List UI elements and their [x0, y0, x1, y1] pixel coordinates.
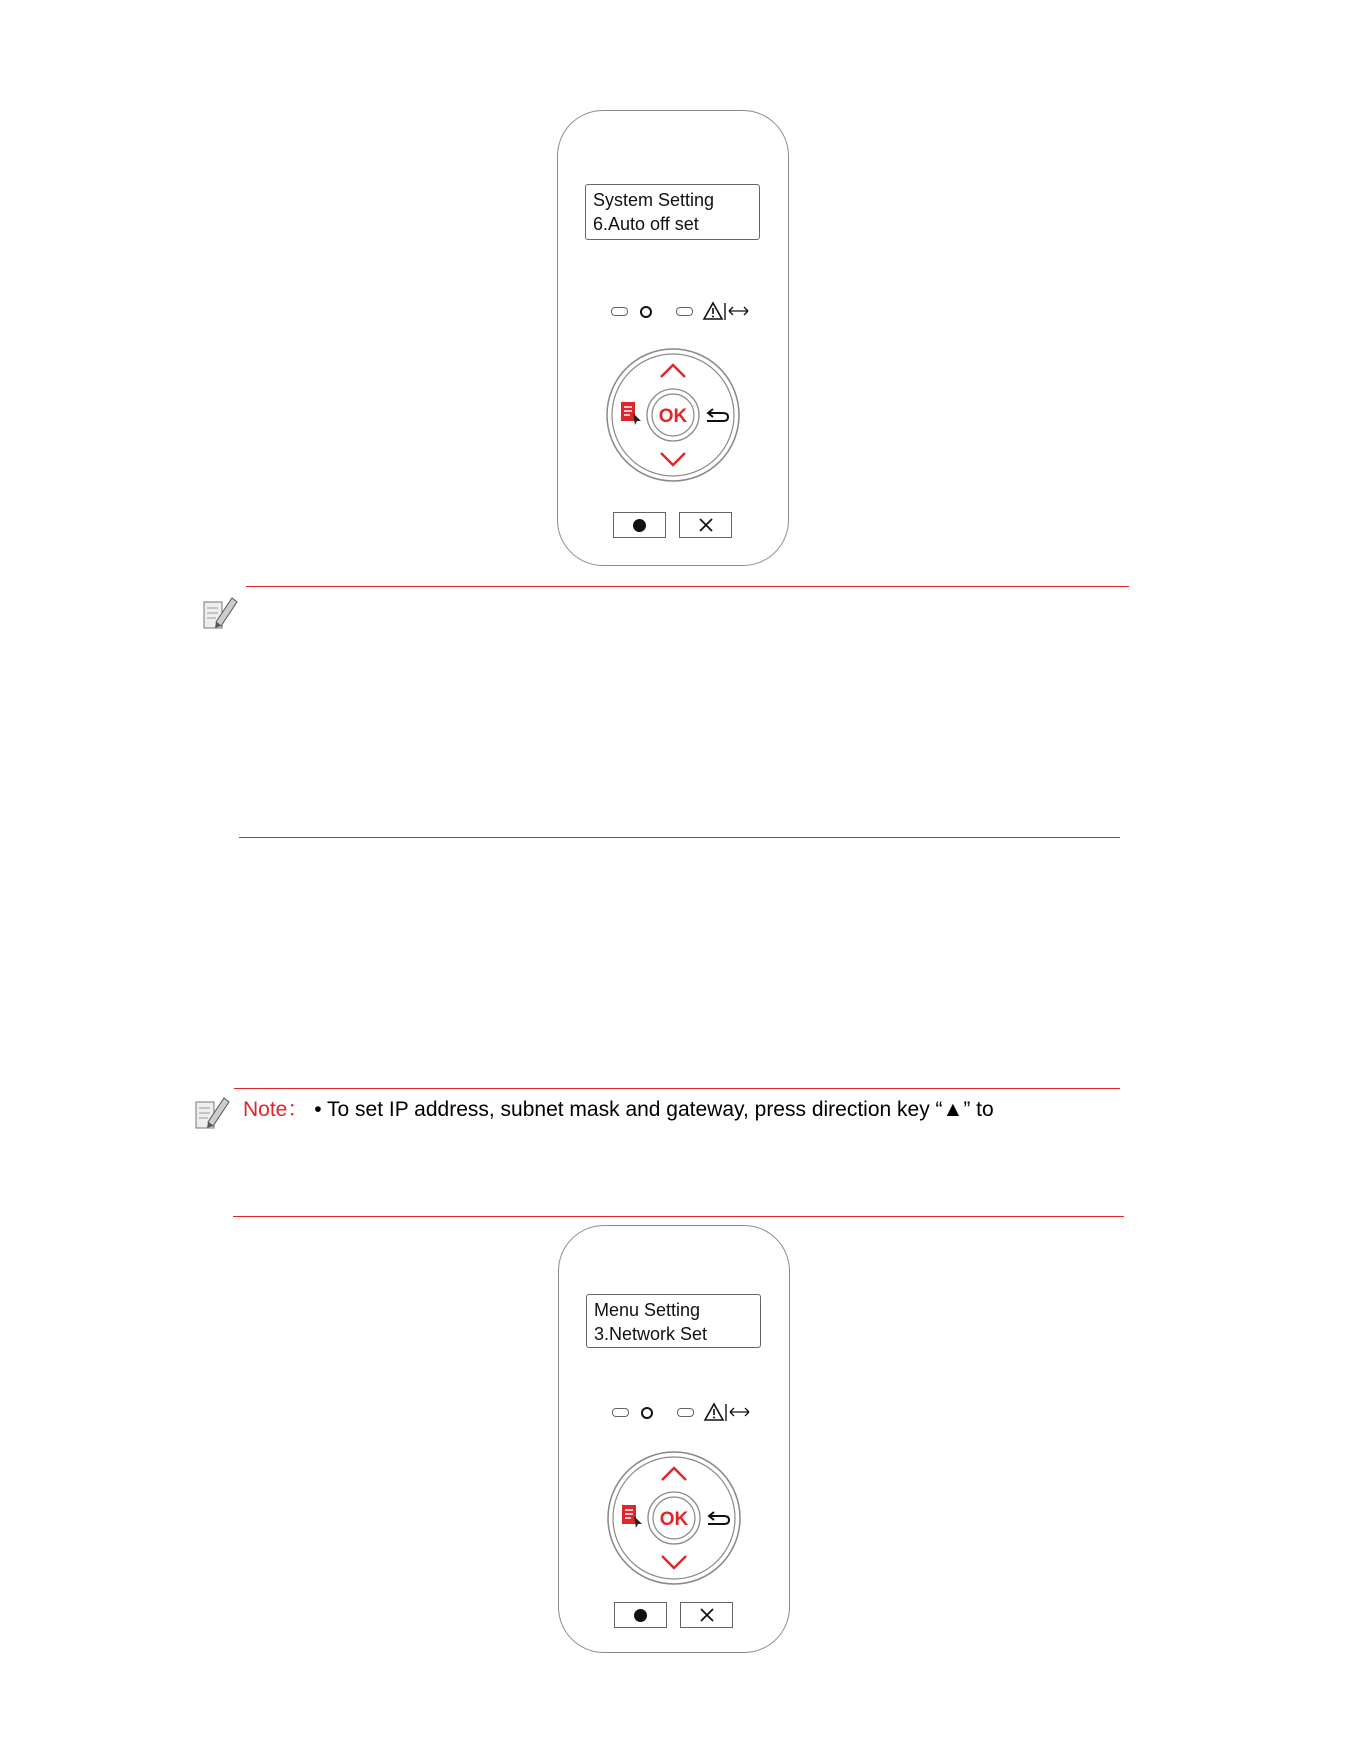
start-button[interactable]: [614, 1602, 667, 1628]
lcd-line-1: Menu Setting: [594, 1300, 701, 1320]
cancel-x-icon: [699, 518, 713, 532]
lcd-screen: [586, 1294, 761, 1348]
note-bottom-rule: [239, 837, 1120, 838]
cancel-button[interactable]: [679, 512, 732, 538]
start-button[interactable]: [613, 512, 666, 538]
note-label: Note：: [243, 1098, 309, 1121]
note-top-rule: [246, 586, 1129, 587]
back-arrow-icon[interactable]: [708, 1512, 729, 1524]
lcd-line-2: 3.Network Set: [594, 1324, 708, 1344]
menu-icon[interactable]: [622, 1505, 642, 1528]
ready-led: [612, 1408, 629, 1417]
down-arrow-icon[interactable]: [661, 453, 685, 465]
status-leds: [612, 1402, 752, 1424]
status-leds: [611, 301, 751, 323]
note2-top-rule: [234, 1088, 1120, 1089]
note2-bottom-rule: [233, 1216, 1124, 1217]
start-dot-icon: [633, 519, 646, 532]
pencil-note-icon: [202, 594, 242, 630]
warning-data-icon: [703, 1401, 753, 1423]
control-panel-system-setting: [557, 110, 789, 566]
status-led: [676, 307, 693, 316]
lcd-screen: [585, 184, 760, 240]
lcd-line-1: System Setting: [593, 190, 715, 210]
menu-icon[interactable]: [621, 402, 641, 425]
back-arrow-icon[interactable]: [707, 409, 728, 421]
up-arrow-icon[interactable]: [661, 365, 685, 377]
ready-ring-icon: [638, 302, 654, 318]
down-arrow-icon[interactable]: [662, 1556, 686, 1568]
control-panel-menu-setting: [558, 1225, 790, 1653]
note-text: • To set IP address, subnet mask and gateway, press direction key “▲” to: [314, 1098, 994, 1121]
up-arrow-icon[interactable]: [662, 1468, 686, 1480]
ok-button[interactable]: OK: [658, 406, 688, 427]
pencil-note-icon: [194, 1094, 234, 1130]
lcd-line-2: 6.Auto off set: [593, 214, 699, 234]
cancel-button[interactable]: [680, 1602, 733, 1628]
navigation-pad[interactable]: [605, 347, 741, 483]
ready-ring-icon: [639, 1403, 655, 1419]
ok-button[interactable]: OK: [659, 1509, 689, 1530]
start-dot-icon: [634, 1609, 647, 1622]
cancel-x-icon: [700, 1608, 714, 1622]
note-line: [243, 1097, 994, 1123]
status-led: [677, 1408, 694, 1417]
navigation-pad[interactable]: [606, 1450, 742, 1586]
warning-data-icon: [702, 300, 752, 322]
ready-led: [611, 307, 628, 316]
